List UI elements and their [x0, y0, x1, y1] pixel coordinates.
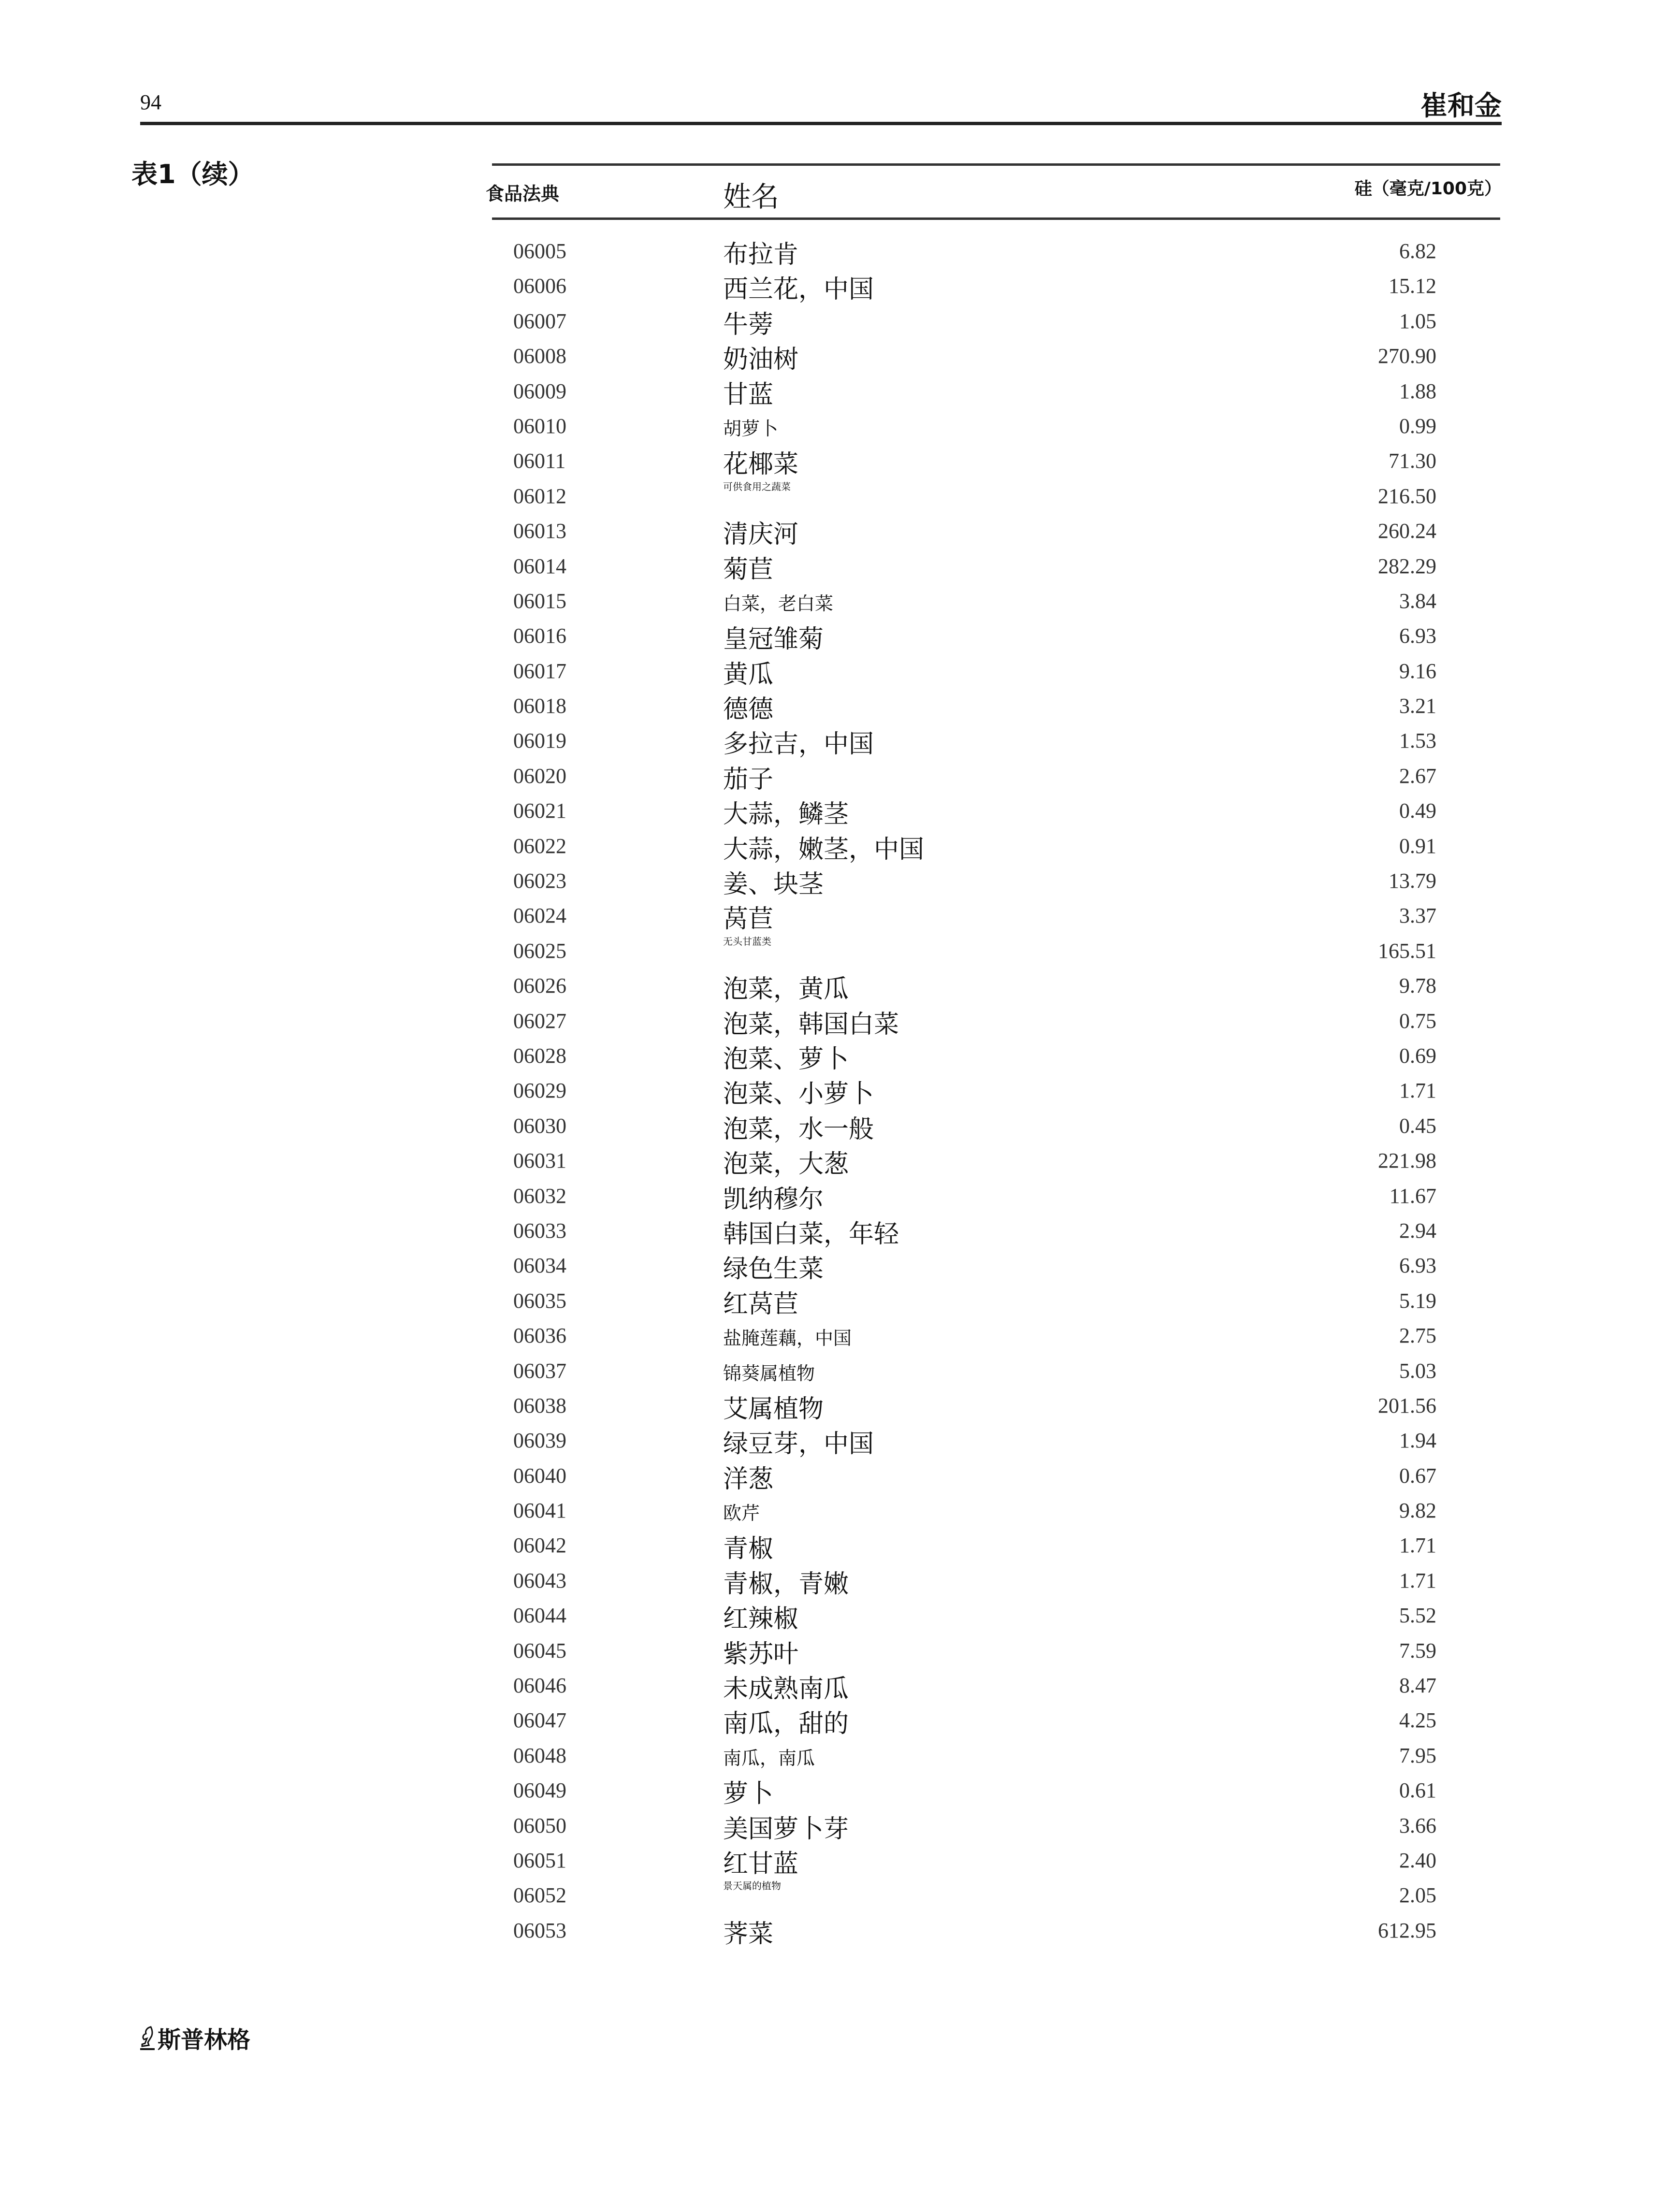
table-row: [492, 1212, 1500, 1249]
column-header-name: 姓名: [723, 180, 780, 213]
cell-code: 06017: [513, 659, 566, 683]
publisher-footer: [140, 2021, 250, 2054]
cell-code: 06035: [513, 1288, 566, 1313]
cell-code: 06047: [513, 1708, 566, 1733]
table-row: [492, 1457, 1500, 1494]
cell-silicon-value: 3.66: [1399, 1813, 1436, 1837]
cell-silicon-value: 1.71: [1399, 1568, 1436, 1592]
cell-name: 洋葱: [723, 1464, 774, 1494]
cell-silicon-value: 0.75: [1399, 1009, 1436, 1033]
cell-code: 06043: [513, 1568, 566, 1592]
cell-code: 06014: [513, 554, 566, 578]
cell-silicon-value: 8.47: [1399, 1674, 1436, 1698]
table-row: [492, 1701, 1500, 1739]
cell-silicon-value: 2.40: [1399, 1848, 1436, 1872]
cell-name: 红莴苣: [723, 1289, 799, 1319]
cell-name: 青椒: [723, 1534, 774, 1564]
cell-silicon-value: 612.95: [1378, 1918, 1436, 1942]
table-caption: 表1（续）: [131, 159, 254, 189]
cell-silicon-value: 2.75: [1399, 1324, 1436, 1348]
table-row: [492, 1246, 1500, 1284]
cell-silicon-value: 1.71: [1399, 1533, 1436, 1558]
cell-name: 皇冠雏菊: [723, 625, 824, 654]
cell-silicon-value: 9.82: [1399, 1499, 1436, 1523]
cell-code: 06030: [513, 1113, 566, 1138]
cell-name: 甘蓝: [723, 380, 774, 409]
cell-code: 06034: [513, 1254, 566, 1278]
table-row: [492, 1037, 1500, 1074]
cell-name: 萝卜: [723, 1779, 774, 1809]
cell-silicon-value: 1.71: [1399, 1079, 1436, 1103]
cell-name: 黄瓜: [723, 660, 774, 689]
cell-silicon-value: 5.03: [1399, 1359, 1436, 1383]
cell-code: 06010: [513, 414, 566, 438]
cell-silicon-value: 3.37: [1399, 904, 1436, 928]
cell-name: 大蒜，鳞茎: [723, 800, 849, 829]
cell-name: 南瓜，南瓜: [723, 1747, 815, 1769]
cell-silicon-value: 2.67: [1399, 764, 1436, 788]
table-row: [492, 1142, 1500, 1179]
cell-silicon-value: 5.52: [1399, 1604, 1436, 1628]
cell-silicon-value: 13.79: [1389, 869, 1436, 893]
cell-silicon-value: 6.93: [1399, 624, 1436, 648]
cell-silicon-value: 1.53: [1399, 729, 1436, 753]
publisher-name: 斯普林格: [158, 2026, 251, 2053]
table-row: [492, 477, 1500, 512]
table-row: [492, 1666, 1500, 1704]
cell-name: 未成熟南瓜: [723, 1675, 849, 1704]
table-row: [492, 1526, 1500, 1564]
cell-silicon-value: 0.45: [1399, 1113, 1436, 1138]
column-header-silicon: 硅（毫克/100克）: [1354, 179, 1502, 199]
cell-silicon-value: 5.19: [1399, 1288, 1436, 1313]
cell-code: 06040: [513, 1463, 566, 1488]
cell-name: 红甘蓝: [723, 1849, 799, 1879]
cell-silicon-value: 216.50: [1378, 484, 1436, 508]
cell-code: 06023: [513, 869, 566, 893]
table-row: [492, 582, 1500, 617]
cell-silicon-value: 0.61: [1399, 1778, 1436, 1803]
table-row: [492, 1177, 1500, 1212]
table-row: [492, 512, 1500, 547]
cell-name: 泡菜，水一般: [723, 1114, 874, 1144]
cell-name: 艾属植物: [723, 1394, 824, 1424]
cell-code: 06032: [513, 1184, 566, 1208]
cell-name: 泡菜，大葱: [723, 1150, 849, 1179]
cell-name: 景天属的植物: [723, 1880, 781, 1892]
table-row: [492, 1282, 1500, 1319]
cell-code: 06044: [513, 1604, 566, 1628]
cell-code: 06024: [513, 904, 566, 928]
table-row: [492, 1491, 1500, 1526]
cell-silicon-value: 1.94: [1399, 1429, 1436, 1453]
cell-name: 大蒜，嫩茎，中国: [723, 835, 925, 864]
cell-name: 凯纳穆尔: [723, 1185, 824, 1214]
cell-code: 06012: [513, 484, 566, 508]
cell-name: 荠菜: [723, 1919, 774, 1949]
cell-silicon-value: 165.51: [1378, 939, 1436, 963]
cell-name: 布拉肯: [723, 240, 799, 269]
cell-name: 泡菜、萝卜: [723, 1044, 849, 1074]
table-row: [492, 1002, 1500, 1037]
cell-name: 胡萝卜: [723, 418, 779, 439]
cell-silicon-value: 3.84: [1399, 589, 1436, 613]
cell-silicon-value: 270.90: [1378, 344, 1436, 368]
table-row: [492, 827, 1500, 862]
cell-code: 06028: [513, 1043, 566, 1068]
cell-name: 姜、块茎: [723, 870, 824, 899]
table-row: [492, 302, 1500, 337]
table-row: [492, 372, 1500, 407]
table-row: [492, 757, 1500, 792]
cell-code: 06036: [513, 1324, 566, 1348]
cell-code: 06006: [513, 274, 566, 298]
cell-silicon-value: 282.29: [1378, 554, 1436, 578]
cell-name: 牛蒡: [723, 310, 774, 339]
table-row: [492, 442, 1500, 477]
cell-name: 清庆河: [723, 520, 799, 549]
cell-silicon-value: 6.93: [1399, 1254, 1436, 1278]
running-head-author: 崔和金: [1420, 90, 1502, 122]
cell-code: 06037: [513, 1359, 566, 1383]
cell-silicon-value: 221.98: [1378, 1149, 1436, 1173]
cell-code: 06011: [513, 449, 566, 473]
table-row: [492, 1632, 1500, 1669]
cell-code: 06016: [513, 624, 566, 648]
cell-silicon-value: 9.16: [1399, 659, 1436, 683]
cell-silicon-value: 4.25: [1399, 1708, 1436, 1733]
cell-name: 盐腌莲藕，中国: [723, 1328, 852, 1349]
table-row: [492, 652, 1500, 687]
table-row: [492, 896, 1500, 934]
table-body: [492, 232, 1500, 1949]
cell-silicon-value: 6.82: [1399, 239, 1436, 263]
cell-name: 莴苣: [723, 905, 774, 934]
cell-name: 南瓜，甜的: [723, 1709, 849, 1739]
table-row: [492, 337, 1500, 375]
cell-silicon-value: 7.59: [1399, 1638, 1436, 1663]
cell-name: 欧芹: [723, 1503, 760, 1524]
cell-silicon-value: 0.99: [1399, 414, 1436, 438]
cell-silicon-value: 0.91: [1399, 834, 1436, 858]
table-row: [492, 407, 1500, 442]
table-row: [492, 967, 1500, 1004]
cell-code: 06033: [513, 1218, 566, 1243]
column-header-code: 食品法典: [486, 183, 560, 204]
cell-silicon-value: 2.05: [1399, 1883, 1436, 1908]
cell-code: 06018: [513, 694, 566, 718]
table-row: [492, 617, 1500, 654]
cell-name: 绿豆芽，中国: [723, 1430, 874, 1459]
cell-name: 可供食用之蔬菜: [723, 480, 791, 492]
table-row: [492, 1911, 1500, 1949]
cell-code: 06027: [513, 1009, 566, 1033]
header-rule: [140, 122, 1502, 125]
cell-code: 06005: [513, 239, 566, 263]
table-row: [492, 1561, 1500, 1599]
table-row: [492, 1771, 1500, 1809]
cell-code: 06008: [513, 344, 566, 368]
cell-code: 06025: [513, 939, 566, 963]
cell-silicon-value: 15.12: [1389, 274, 1436, 298]
cell-silicon-value: 201.56: [1378, 1393, 1436, 1417]
cell-code: 06046: [513, 1674, 566, 1698]
cell-name: 奶油树: [723, 345, 799, 375]
cell-name: 花椰菜: [723, 450, 799, 479]
table-row: [492, 1352, 1500, 1387]
cell-name: 红辣椒: [723, 1605, 799, 1634]
cell-silicon-value: 0.69: [1399, 1043, 1436, 1068]
table-row: [492, 547, 1500, 582]
cell-code: 06021: [513, 799, 566, 823]
cell-code: 06013: [513, 519, 566, 543]
cell-code: 06038: [513, 1393, 566, 1417]
cell-code: 06041: [513, 1499, 566, 1523]
cell-name: 锦葵属植物: [723, 1362, 815, 1384]
cell-code: 06029: [513, 1079, 566, 1103]
cell-code: 06050: [513, 1813, 566, 1837]
cell-name: 德德: [723, 695, 774, 724]
cell-silicon-value: 1.88: [1399, 379, 1436, 403]
cell-code: 06049: [513, 1778, 566, 1803]
cell-silicon-value: 1.05: [1399, 309, 1436, 333]
cell-name: 青椒，青嫩: [723, 1569, 849, 1599]
cell-code: 06007: [513, 309, 566, 333]
cell-code: 06053: [513, 1918, 566, 1942]
cell-silicon-value: 9.78: [1399, 974, 1436, 998]
cell-silicon-value: 0.67: [1399, 1463, 1436, 1488]
table-row: [492, 1107, 1500, 1142]
cell-code: 06052: [513, 1883, 566, 1908]
cell-name: 美国萝卜芽: [723, 1814, 849, 1844]
cell-code: 06022: [513, 834, 566, 858]
cell-name: 紫苏叶: [723, 1639, 799, 1669]
cell-code: 06031: [513, 1149, 566, 1173]
table-row: [492, 1876, 1500, 1911]
cell-silicon-value: 260.24: [1378, 519, 1436, 543]
cell-code: 06045: [513, 1638, 566, 1663]
cell-name: 菊苣: [723, 555, 774, 584]
cell-silicon-value: 7.95: [1399, 1743, 1436, 1767]
cell-silicon-value: 0.49: [1399, 799, 1436, 823]
table-row: [492, 1387, 1500, 1424]
cell-name: 无头甘蓝类: [723, 935, 771, 947]
table-row: [492, 232, 1500, 267]
cell-code: 06048: [513, 1743, 566, 1767]
table-row: [492, 1736, 1500, 1771]
cell-code: 06051: [513, 1848, 566, 1872]
table-row: [492, 1421, 1500, 1459]
cell-code: 06026: [513, 974, 566, 998]
cell-silicon-value: 71.30: [1389, 449, 1436, 473]
cell-code: 06019: [513, 729, 566, 753]
table-row: [492, 932, 1500, 967]
page-number: 94: [140, 90, 161, 114]
table-row: [492, 1841, 1500, 1879]
table-row: [492, 267, 1500, 302]
cell-name: 韩国白菜，年轻: [723, 1219, 899, 1249]
table-top-rule: [492, 163, 1500, 166]
table-row: [492, 792, 1500, 829]
cell-name: 泡菜，黄瓜: [723, 975, 849, 1004]
cell-code: 06042: [513, 1533, 566, 1558]
cell-silicon-value: 11.67: [1389, 1184, 1436, 1208]
cell-code: 06009: [513, 379, 566, 403]
cell-name: 西兰花，中国: [723, 275, 874, 304]
cell-silicon-value: 3.21: [1399, 694, 1436, 718]
cell-code: 06039: [513, 1429, 566, 1453]
table-row: [492, 1596, 1500, 1634]
table-row: [492, 862, 1500, 899]
table-row: [492, 687, 1500, 722]
cell-name: 白菜，老白菜: [723, 593, 834, 614]
cell-name: 茄子: [723, 765, 774, 794]
cell-code: 06015: [513, 589, 566, 613]
table-header-rule: [492, 217, 1500, 220]
table-row: [492, 1807, 1500, 1844]
cell-name: 泡菜、小萝卜: [723, 1080, 874, 1109]
cell-name: 泡菜，韩国白菜: [723, 1010, 899, 1039]
cell-name: 绿色生菜: [723, 1255, 824, 1284]
springer-horse-icon: [140, 2025, 155, 2051]
cell-silicon-value: 2.94: [1399, 1218, 1436, 1243]
table-row: [492, 722, 1500, 759]
table-row: [492, 1316, 1500, 1351]
table-row: [492, 1071, 1500, 1109]
cell-name: 多拉吉，中国: [723, 730, 874, 759]
cell-code: 06020: [513, 764, 566, 788]
